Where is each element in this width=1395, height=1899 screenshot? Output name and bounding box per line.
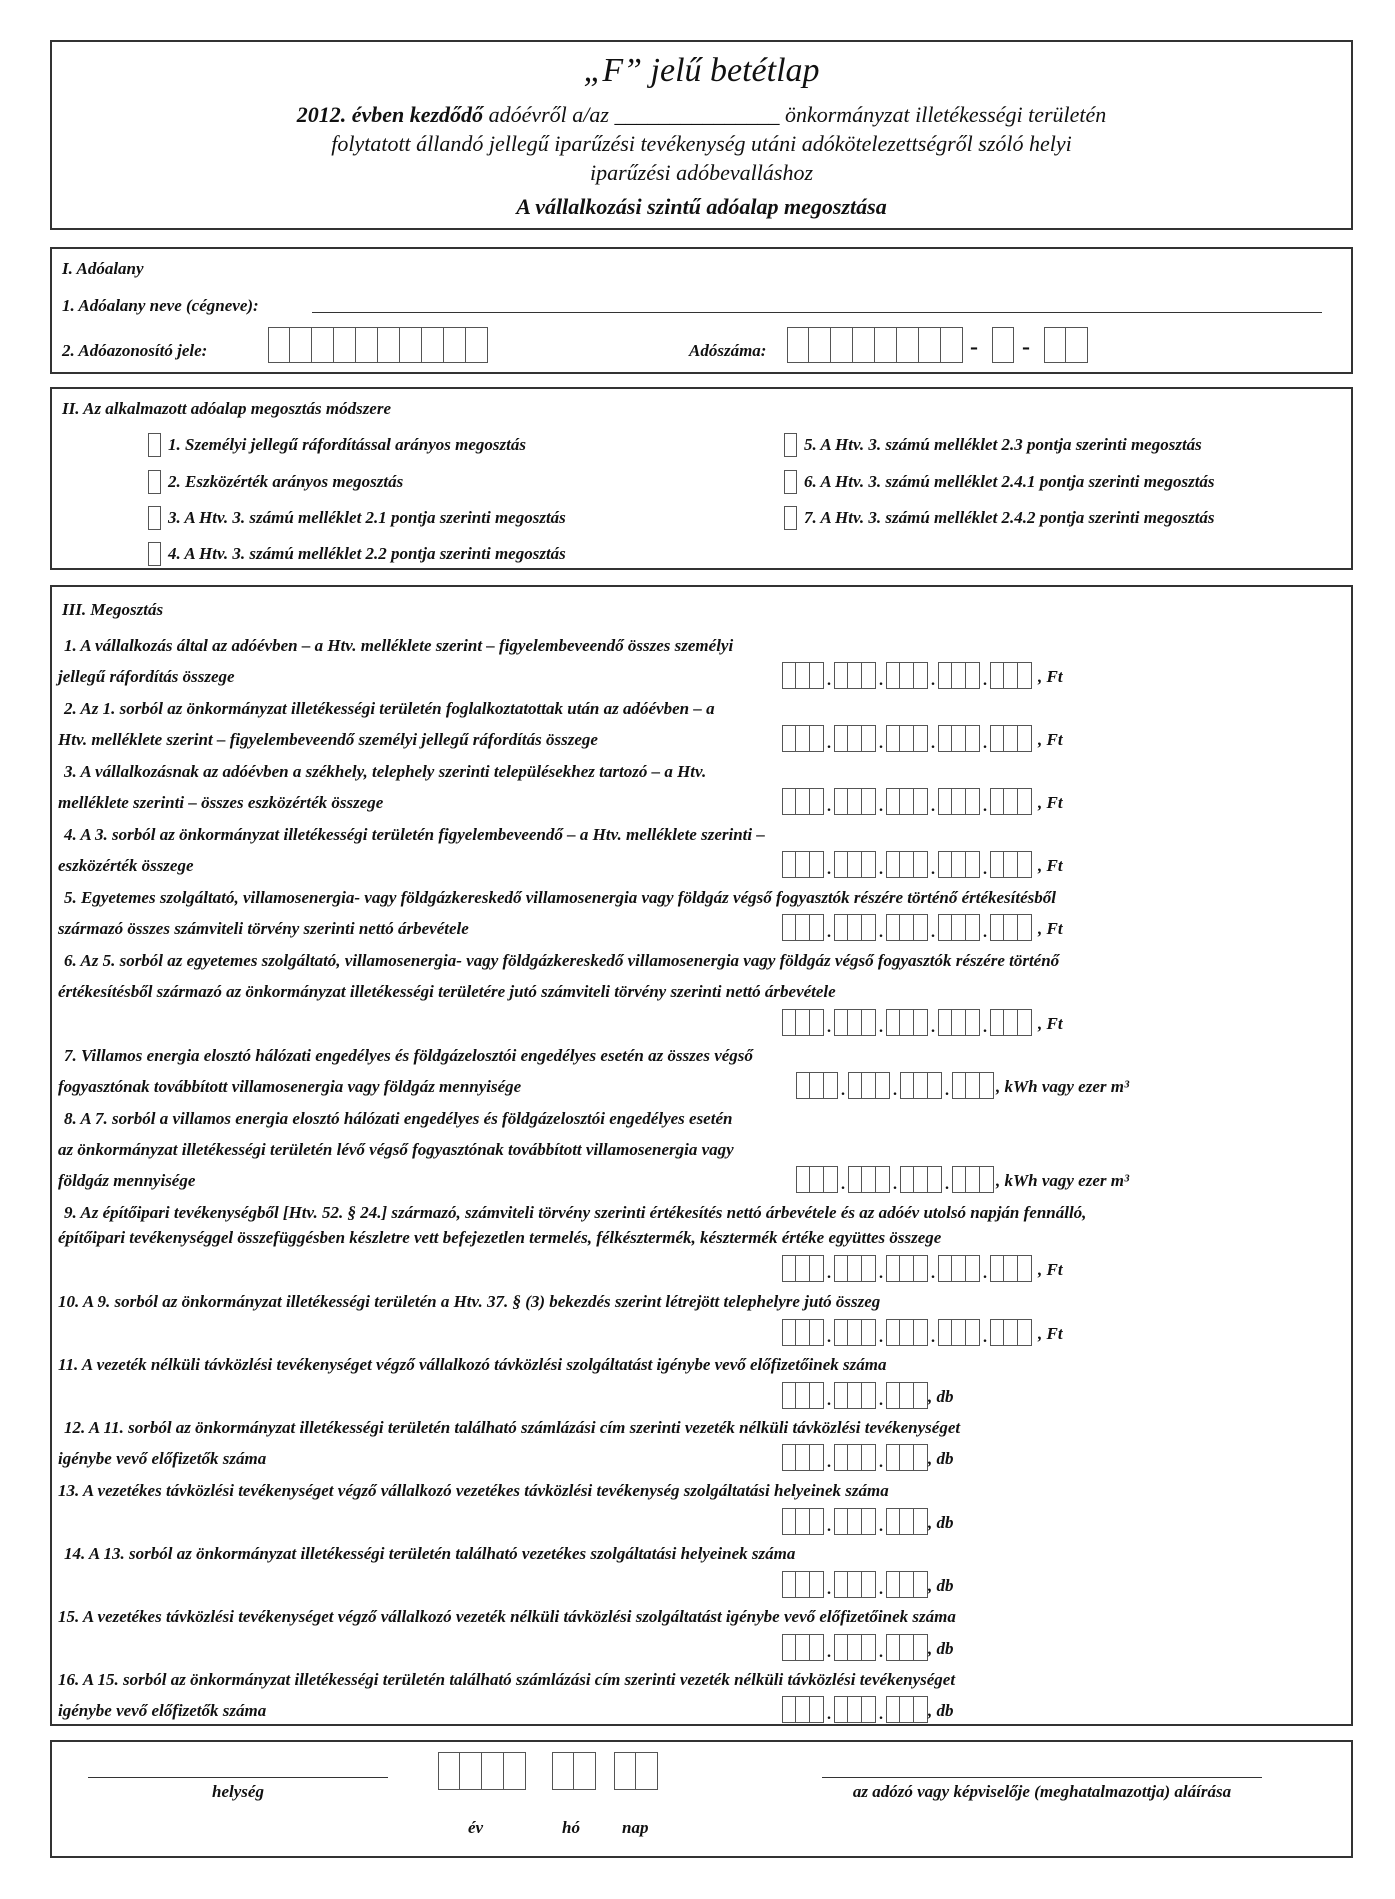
method-2-label: 2. Eszközérték arányos megosztás bbox=[168, 472, 404, 491]
row-8-amount-field[interactable]: . . . bbox=[796, 1166, 994, 1193]
signature-label: az adózó vagy képviselője (meghatalmazottja) aláírása bbox=[852, 1782, 1232, 1801]
row-13-text: 13. A vezetékes távközlési tevékenységet végző vállalkozó vezetékes távközlési tevékenység szolgáltatási helyeinek száma bbox=[58, 1481, 889, 1500]
year-field[interactable] bbox=[438, 1752, 526, 1790]
section-method bbox=[50, 387, 1353, 570]
row-5-unit: , Ft bbox=[1038, 919, 1063, 938]
row-10-amount-field[interactable]: . . . . bbox=[782, 1319, 1032, 1346]
tax-number-field-2[interactable] bbox=[992, 327, 1014, 363]
row-10-text: 10. A 9. sorból az önkormányzat illetékességi területén a Htv. 37. § (3) bekezdés szerint létrejött telephelyre jutó összeg bbox=[58, 1292, 881, 1311]
row-8-text-2: az önkormányzat illetékességi területén lévő végső fogyasztónak továbbított villamosenergia vagy bbox=[58, 1140, 734, 1159]
day-field[interactable] bbox=[614, 1752, 658, 1790]
header-subtitle: A vállalkozási szintű adóalap megosztása bbox=[516, 194, 887, 219]
form-title: „F” jelű betétlap bbox=[583, 52, 820, 89]
method-3-label: 3. A Htv. 3. számú melléklet 2.1 pontja szerinti megosztás bbox=[168, 508, 566, 527]
row-9-text-2: építőipari tevékenységgel összefüggésben készletre vett befejezetlen termelés, félkésztermék, késztermék értéke együttes összege bbox=[58, 1228, 942, 1247]
row-9-amount-field[interactable]: . . . . bbox=[782, 1255, 1032, 1282]
row-14-unit: , db bbox=[928, 1576, 954, 1595]
row-11-count-field[interactable]: . . bbox=[782, 1382, 928, 1409]
header-line2: folytatott állandó jellegű iparűzési tevékenység utáni adókötelezettségről szóló helyi bbox=[331, 131, 1072, 156]
row-12-text: 12. A 11. sorból az önkormányzat illetékességi területén található számlázási cím szerinti vezeték nélküli távközlési tevékenységet bbox=[64, 1418, 961, 1437]
row-8-unit: , kWh vagy ezer m³ bbox=[996, 1171, 1130, 1190]
year-label: év bbox=[468, 1818, 484, 1837]
signature-field[interactable] bbox=[822, 1777, 1262, 1778]
section-distribution bbox=[50, 585, 1353, 1726]
month-label: hó bbox=[562, 1818, 580, 1837]
row-1-text: 1. A vállalkozás által az adóévben – a Htv. melléklete szerint – figyelembeveendő összes személyi bbox=[64, 636, 734, 655]
row-16-count-field[interactable]: . . bbox=[782, 1696, 928, 1723]
section2-title: II. Az alkalmazott adóalap megosztás módszere bbox=[62, 399, 392, 418]
row-4-amount-field[interactable]: . . . . bbox=[782, 851, 1032, 878]
tax-number-dash-1: - bbox=[970, 334, 978, 360]
header-line3: iparűzési adóbevalláshoz bbox=[589, 160, 814, 185]
tax-number-field-1[interactable] bbox=[787, 327, 963, 363]
row-2-text: 2. Az 1. sorból az önkormányzat illetékességi területén foglalkoztatottak után az adóévben – a bbox=[64, 699, 715, 718]
row-7-unit: , kWh vagy ezer m³ bbox=[996, 1077, 1130, 1096]
row-5-text: 5. Egyetemes szolgáltató, villamosenergia- vagy földgázkereskedő villamosenergia vagy földgáz végső fogyasztók részére történő értékesítésből bbox=[64, 888, 1056, 907]
method-1-checkbox[interactable] bbox=[148, 433, 161, 457]
row-4-text: 4. A 3. sorból az önkormányzat illetékességi területén figyelembeveendő – a Htv. melléklete szerinti – bbox=[64, 825, 765, 844]
method-5-checkbox[interactable] bbox=[784, 433, 797, 457]
row-12-unit: , db bbox=[928, 1449, 954, 1468]
row-5-text-2: származó összes számviteli törvény szerinti nettó árbevétele bbox=[58, 919, 469, 938]
method-4-checkbox[interactable] bbox=[148, 542, 161, 566]
month-field[interactable] bbox=[552, 1752, 596, 1790]
row-8-text-3: földgáz mennyisége bbox=[58, 1171, 196, 1190]
header-line1-rest: adóévről a/az _______________ önkormányzat illetékességi területén bbox=[488, 102, 1107, 127]
tax-number-label: Adószáma: bbox=[689, 341, 767, 360]
day-label: nap bbox=[622, 1818, 649, 1837]
method-1-label: 1. Személyi jellegű ráfordítással arányos megosztás bbox=[168, 435, 526, 454]
tax-number-dash-2: - bbox=[1022, 334, 1030, 360]
row-9-unit: , Ft bbox=[1038, 1260, 1063, 1279]
row-7-amount-field[interactable]: . . . bbox=[796, 1072, 994, 1099]
row-3-text: 3. A vállalkozásnak az adóévben a székhely, telephely szerinti településekhez tartozó – a Htv. bbox=[64, 762, 707, 781]
section1-title: I. Adóalany bbox=[62, 259, 144, 278]
header-year: 2012. évben kezdődő bbox=[296, 102, 484, 127]
method-6-label: 6. A Htv. 3. számú melléklet 2.4.1 pontja szerinti megosztás bbox=[804, 472, 1215, 491]
row-3-amount-field[interactable]: . . . . bbox=[782, 788, 1032, 815]
row-3-unit: , Ft bbox=[1038, 793, 1063, 812]
row-2-amount-field[interactable]: . . . . bbox=[782, 725, 1032, 752]
row-4-text-2: eszközérték összege bbox=[58, 856, 194, 875]
method-7-checkbox[interactable] bbox=[784, 506, 797, 530]
row-13-count-field[interactable]: . . bbox=[782, 1508, 928, 1535]
row-2-text-2: Htv. melléklete szerint – figyelembeveendő személyi jellegű ráfordítás összege bbox=[58, 730, 598, 749]
row-1-amount-field[interactable]: . . . . bbox=[782, 662, 1032, 689]
row-11-text: 11. A vezeték nélküli távközlési tevékenységet végző vállalkozó távközlési szolgáltatást igénybe vevő előfizetőinek száma bbox=[58, 1355, 887, 1374]
row-6-amount-field[interactable]: . . . . bbox=[782, 1009, 1032, 1036]
tax-id-label: 2. Adóazonosító jele: bbox=[62, 341, 208, 360]
row-15-text: 15. A vezetékes távközlési tevékenységet végző vállalkozó vezeték nélküli távközlési szolgáltatást igénybe vevő előfizetőinek száma bbox=[58, 1607, 956, 1626]
row-16-unit: , db bbox=[928, 1701, 954, 1720]
row-11-unit: , db bbox=[928, 1387, 954, 1406]
row-4-unit: , Ft bbox=[1038, 856, 1063, 875]
method-2-checkbox[interactable] bbox=[148, 470, 161, 494]
row-14-count-field[interactable]: . . bbox=[782, 1571, 928, 1598]
tax-id-field[interactable] bbox=[268, 327, 488, 363]
row-6-unit: , Ft bbox=[1038, 1014, 1063, 1033]
method-6-checkbox[interactable] bbox=[784, 470, 797, 494]
row-16-text: 16. A 15. sorból az önkormányzat illetékességi területén található számlázási cím szerinti vezeték nélküli távközlési tevékenységet bbox=[58, 1670, 956, 1689]
method-3-checkbox[interactable] bbox=[148, 506, 161, 530]
row-15-count-field[interactable]: . . bbox=[782, 1634, 928, 1661]
signature-box bbox=[50, 1740, 1353, 1858]
header-box bbox=[50, 40, 1353, 230]
taxpayer-name-label: 1. Adóalany neve (cégneve): bbox=[62, 296, 259, 315]
header-line1 bbox=[52, 102, 1351, 128]
row-3-text-2: melléklete szerinti – összes eszközérték összege bbox=[58, 793, 384, 812]
row-1-unit: , Ft bbox=[1038, 667, 1063, 686]
section-taxpayer bbox=[50, 247, 1353, 374]
row-6-text: 6. Az 5. sorból az egyetemes szolgáltató, villamosenergia- vagy földgázkereskedő villamosenergia vagy földgáz végső fogyasztók részére történő bbox=[64, 951, 1060, 970]
section3-title: III. Megosztás bbox=[62, 600, 164, 619]
method-7-label: 7. A Htv. 3. számú melléklet 2.4.2 pontja szerinti megosztás bbox=[804, 508, 1215, 527]
row-8-text: 8. A 7. sorból a villamos energia elosztó hálózati engedélyes és földgázelosztói engedélyes esetén bbox=[64, 1109, 733, 1128]
row-12-text-2: igénybe vevő előfizetők száma bbox=[58, 1449, 267, 1468]
row-2-unit: , Ft bbox=[1038, 730, 1063, 749]
row-12-count-field[interactable]: . . bbox=[782, 1444, 928, 1471]
row-14-text: 14. A 13. sorból az önkormányzat illetékességi területén található vezetékes szolgáltatási helyeinek száma bbox=[64, 1544, 796, 1563]
tax-number-field-3[interactable] bbox=[1044, 327, 1088, 363]
row-13-unit: , db bbox=[928, 1513, 954, 1532]
row-7-text: 7. Villamos energia elosztó hálózati engedélyes és földgázelosztói engedélyes esetén az összes végső bbox=[64, 1046, 753, 1065]
row-15-unit: , db bbox=[928, 1639, 954, 1658]
method-4-label: 4. A Htv. 3. számú melléklet 2.2 pontja szerinti megosztás bbox=[168, 544, 566, 563]
place-field[interactable] bbox=[88, 1777, 388, 1778]
taxpayer-name-field[interactable] bbox=[312, 312, 1322, 313]
row-5-amount-field[interactable]: . . . . bbox=[782, 914, 1032, 941]
row-1-text-2: jellegű ráfordítás összege bbox=[58, 667, 235, 686]
row-6-text-2: értékesítésből származó az önkormányzat illetékességi területére jutó számviteli törvény szerinti nettó árbevétele bbox=[58, 982, 836, 1001]
row-16-text-2: igénybe vevő előfizetők száma bbox=[58, 1701, 267, 1720]
row-7-text-2: fogyasztónak továbbított villamosenergia vagy földgáz mennyisége bbox=[58, 1077, 522, 1096]
row-10-unit: , Ft bbox=[1038, 1324, 1063, 1343]
place-label: helység bbox=[212, 1782, 264, 1801]
method-5-label: 5. A Htv. 3. számú melléklet 2.3 pontja szerinti megosztás bbox=[804, 435, 1202, 454]
row-9-text: 9. Az építőipari tevékenységből [Htv. 52. § 24.] származó, számviteli törvény szerinti értékesítés nettó árbevétele és az adóév utolsó napján fennálló, bbox=[64, 1203, 1087, 1222]
